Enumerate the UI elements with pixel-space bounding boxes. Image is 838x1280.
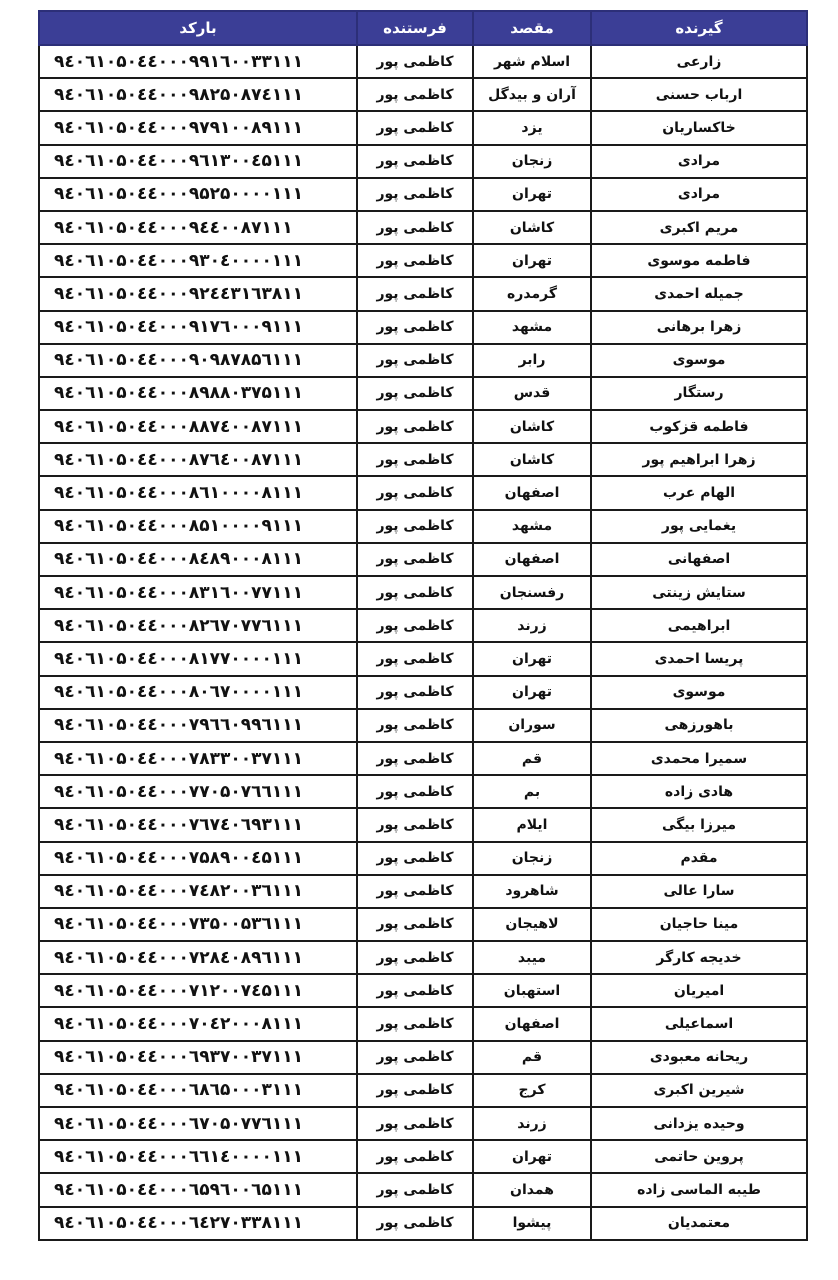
- table-row: [39, 277, 807, 310]
- recipient-cell: اسماعیلی: [591, 1007, 807, 1040]
- sender-cell: کاظمی پور: [357, 908, 473, 941]
- table-row: [39, 476, 807, 509]
- table-row: [39, 244, 807, 277]
- table-row: [39, 410, 807, 443]
- barcode-cell: ۹٤۰٦۱۰۵۰٤٤۰۰۰۷۷۰۵۰۷٦٦۱۱۱: [39, 775, 357, 808]
- sender-cell: کاظمی پور: [357, 1041, 473, 1074]
- table-row: [39, 377, 807, 410]
- recipient-cell: مرادی: [591, 145, 807, 178]
- table-row: [39, 1074, 807, 1107]
- barcode-cell: ۹٤۰٦۱۰۵۰٤٤۰۰۰۸۱۷۷۰۰۰۰۱۱۱: [39, 642, 357, 675]
- destination-cell: قم: [473, 742, 591, 775]
- table-row: [39, 676, 807, 709]
- destination-cell: پیشوا: [473, 1207, 591, 1240]
- barcode-cell: ۹٤۰٦۱۰۵۰٤٤۰۰۰۸۵۱۰۰۰۰۹۱۱۱: [39, 510, 357, 543]
- recipient-cell: فاطمه قزکوب: [591, 410, 807, 443]
- header-destination: مقصد: [473, 11, 591, 45]
- destination-cell: قم: [473, 1041, 591, 1074]
- sender-cell: کاظمی پور: [357, 642, 473, 675]
- table-row: [39, 145, 807, 178]
- barcode-cell: ۹٤۰٦۱۰۵۰٤٤۰۰۰۸٤۸۹۰۰۰۸۱۱۱: [39, 543, 357, 576]
- barcode-cell: ۹٤۰٦۱۰۵۰٤٤۰۰۰۷٦۷٤۰٦۹۳۱۱۱: [39, 808, 357, 841]
- recipient-cell: رستگار: [591, 377, 807, 410]
- barcode-cell: ۹٤۰٦۱۰۵۰٤٤۰۰۰۹۵۲۵۰۰۰۰۱۱۱: [39, 178, 357, 211]
- recipient-cell: میرزا بیگی: [591, 808, 807, 841]
- sender-cell: کاظمی پور: [357, 676, 473, 709]
- sender-cell: کاظمی پور: [357, 1207, 473, 1240]
- barcode-cell: ۹٤۰٦۱۰۵۰٤٤۰۰۰۹۳۰٤۰۰۰۰۱۱۱: [39, 244, 357, 277]
- shipment-table: [38, 10, 808, 1241]
- recipient-cell: ستایش زینتی: [591, 576, 807, 609]
- destination-cell: رفسنجان: [473, 576, 591, 609]
- recipient-cell: سمیرا محمدی: [591, 742, 807, 775]
- sender-cell: کاظمی پور: [357, 775, 473, 808]
- table-row: [39, 775, 807, 808]
- barcode-cell: ۹٤۰٦۱۰۵۰٤٤۰۰۰۸۰٦۷۰۰۰۰۱۱۱: [39, 676, 357, 709]
- barcode-cell: ۹٤۰٦۱۰۵۰٤٤۰۰۰۷۹٦٦۰۹۹٦۱۱۱: [39, 709, 357, 742]
- sender-cell: کاظمی پور: [357, 742, 473, 775]
- sender-cell: کاظمی پور: [357, 377, 473, 410]
- barcode-cell: ۹٤۰٦۱۰۵۰٤٤۰۰۰۷۰٤۲۰۰۰۸۱۱۱: [39, 1007, 357, 1040]
- sender-cell: کاظمی پور: [357, 576, 473, 609]
- sender-cell: کاظمی پور: [357, 111, 473, 144]
- recipient-cell: وحیده یزدانی: [591, 1107, 807, 1140]
- sender-cell: کاظمی پور: [357, 476, 473, 509]
- table-row: [39, 344, 807, 377]
- table-row: [39, 510, 807, 543]
- sender-cell: کاظمی پور: [357, 842, 473, 875]
- barcode-cell: ۹٤۰٦۱۰۵۰٤٤۰۰۰۷۸۳۳۰۰۳۷۱۱۱: [39, 742, 357, 775]
- recipient-cell: ارباب حسنی: [591, 78, 807, 111]
- table-row: [39, 709, 807, 742]
- recipient-cell: پریسا احمدی: [591, 642, 807, 675]
- recipient-cell: اصفهانی: [591, 543, 807, 576]
- table-row: [39, 1107, 807, 1140]
- table-row: [39, 1140, 807, 1173]
- table-row: [39, 1173, 807, 1206]
- table-row: [39, 443, 807, 476]
- destination-cell: شاهرود: [473, 875, 591, 908]
- table-row: [39, 111, 807, 144]
- destination-cell: میبد: [473, 941, 591, 974]
- recipient-cell: موسوی: [591, 676, 807, 709]
- barcode-cell: ۹٤۰٦۱۰۵۰٤٤۰۰۰۸۲٦۷۰۷۷٦۱۱۱: [39, 609, 357, 642]
- barcode-cell: ۹٤۰٦۱۰۵۰٤٤۰۰۰۸٦۱۰۰۰۰۸۱۱۱: [39, 476, 357, 509]
- recipient-cell: فاطمه موسوی: [591, 244, 807, 277]
- sender-cell: کاظمی پور: [357, 1173, 473, 1206]
- recipient-cell: زارعی: [591, 45, 807, 78]
- barcode-cell: ۹٤۰٦۱۰۵۰٤٤۰۰۰۷۲۸٤۰۸۹٦۱۱۱: [39, 941, 357, 974]
- destination-cell: قدس: [473, 377, 591, 410]
- barcode-cell: ۹٤۰٦۱۰۵۰٤٤۰۰۰۷٤۸۲۰۰۳٦۱۱۱: [39, 875, 357, 908]
- table-row: [39, 875, 807, 908]
- destination-cell: ایلام: [473, 808, 591, 841]
- barcode-cell: ۹٤۰٦۱۰۵۰٤٤۰۰۰۹۹۱٦۰۰۳۳۱۱۱: [39, 45, 357, 78]
- recipient-cell: مقدم: [591, 842, 807, 875]
- header-sender: فرستنده: [357, 11, 473, 45]
- table-row: [39, 642, 807, 675]
- barcode-cell: ۹٤۰٦۱۰۵۰٤٤۰۰۰۹۸۲۵۰۸۷٤۱۱۱: [39, 78, 357, 111]
- sender-cell: کاظمی پور: [357, 45, 473, 78]
- barcode-cell: ۹٤۰٦۱۰۵۰٤٤۰۰۰۹٤٤۰۰۸۷۱۱۱: [39, 211, 357, 244]
- destination-cell: همدان: [473, 1173, 591, 1206]
- sender-cell: کاظمی پور: [357, 1074, 473, 1107]
- header-recipient: گیرنده: [591, 11, 807, 45]
- recipient-cell: طیبه الماسی زاده: [591, 1173, 807, 1206]
- barcode-cell: ۹٤۰٦۱۰۵۰٤٤۰۰۰۹۰۹۸۷۸۵٦۱۱۱: [39, 344, 357, 377]
- recipient-cell: خدیجه کارگر: [591, 941, 807, 974]
- recipient-cell: پروین حاتمی: [591, 1140, 807, 1173]
- recipient-cell: شیرین اکبری: [591, 1074, 807, 1107]
- destination-cell: تهران: [473, 1140, 591, 1173]
- table-row: [39, 941, 807, 974]
- barcode-cell: ۹٤۰٦۱۰۵۰٤٤۰۰۰٦۹۳۷۰۰۳۷۱۱۱: [39, 1041, 357, 1074]
- destination-cell: اصفهان: [473, 543, 591, 576]
- sender-cell: کاظمی پور: [357, 974, 473, 1007]
- destination-cell: یزد: [473, 111, 591, 144]
- table-row: [39, 842, 807, 875]
- recipient-cell: زهرا برهانی: [591, 311, 807, 344]
- table-row: [39, 576, 807, 609]
- sender-cell: کاظمی پور: [357, 875, 473, 908]
- sender-cell: کاظمی پور: [357, 709, 473, 742]
- sender-cell: کاظمی پور: [357, 277, 473, 310]
- recipient-cell: جمیله احمدی: [591, 277, 807, 310]
- recipient-cell: ریحانه معبودی: [591, 1041, 807, 1074]
- destination-cell: زرند: [473, 1107, 591, 1140]
- table-row: [39, 78, 807, 111]
- sender-cell: کاظمی پور: [357, 1107, 473, 1140]
- destination-cell: زنجان: [473, 842, 591, 875]
- sender-cell: کاظمی پور: [357, 808, 473, 841]
- table-row: [39, 1207, 807, 1240]
- destination-cell: کرج: [473, 1074, 591, 1107]
- table-row: [39, 178, 807, 211]
- recipient-cell: موسوی: [591, 344, 807, 377]
- barcode-cell: ۹٤۰٦۱۰۵۰٤٤۰۰۰٦۷۰۵۰۷۷٦۱۱۱: [39, 1107, 357, 1140]
- destination-cell: کاشان: [473, 211, 591, 244]
- table-row: [39, 908, 807, 941]
- sender-cell: کاظمی پور: [357, 941, 473, 974]
- destination-cell: مشهد: [473, 510, 591, 543]
- destination-cell: استهبان: [473, 974, 591, 1007]
- sender-cell: کاظمی پور: [357, 344, 473, 377]
- sender-cell: کاظمی پور: [357, 443, 473, 476]
- recipient-cell: یغمایی پور: [591, 510, 807, 543]
- table-header-row: [39, 11, 807, 45]
- destination-cell: گرمدره: [473, 277, 591, 310]
- sender-cell: کاظمی پور: [357, 78, 473, 111]
- barcode-cell: ۹٤۰٦۱۰۵۰٤٤۰۰۰۸۳۱٦۰۰۷۷۱۱۱: [39, 576, 357, 609]
- destination-cell: لاهیجان: [473, 908, 591, 941]
- destination-cell: تهران: [473, 676, 591, 709]
- table-row: [39, 1041, 807, 1074]
- barcode-cell: ۹٤۰٦۱۰۵۰٤٤۰۰۰۹۱۷٦۰۰۰۹۱۱۱: [39, 311, 357, 344]
- recipient-cell: الهام عرب: [591, 476, 807, 509]
- header-barcode: بارکد: [39, 11, 357, 45]
- destination-cell: اسلام شهر: [473, 45, 591, 78]
- recipient-cell: خاکساریان: [591, 111, 807, 144]
- destination-cell: کاشان: [473, 443, 591, 476]
- barcode-cell: ۹٤۰٦۱۰۵۰٤٤۰۰۰۷۱۲۰۰۷٤۵۱۱۱: [39, 974, 357, 1007]
- shipment-sheet: [38, 10, 806, 1241]
- barcode-cell: ۹٤۰٦۱۰۵۰٤٤۰۰۰۹۷۹۱۰۰۸۹۱۱۱: [39, 111, 357, 144]
- sender-cell: کاظمی پور: [357, 178, 473, 211]
- table-row: [39, 45, 807, 78]
- destination-cell: زنجان: [473, 145, 591, 178]
- barcode-cell: ۹٤۰٦۱۰۵۰٤٤۰۰۰۸۸۷٤۰۰۸۷۱۱۱: [39, 410, 357, 443]
- barcode-cell: ۹٤۰٦۱۰۵۰٤٤۰۰۰۹٦۱۳۰۰٤۵۱۱۱: [39, 145, 357, 178]
- table-row: [39, 1007, 807, 1040]
- barcode-cell: ۹٤۰٦۱۰۵۰٤٤۰۰۰٦۸٦۵۰۰۰۳۱۱۱: [39, 1074, 357, 1107]
- table-row: [39, 543, 807, 576]
- sender-cell: کاظمی پور: [357, 244, 473, 277]
- sender-cell: کاظمی پور: [357, 410, 473, 443]
- barcode-cell: ۹٤۰٦۱۰۵۰٤٤۰۰۰٦۵۹٦۰۰٦۵۱۱۱: [39, 1173, 357, 1206]
- destination-cell: تهران: [473, 178, 591, 211]
- sender-cell: کاظمی پور: [357, 543, 473, 576]
- sender-cell: کاظمی پور: [357, 510, 473, 543]
- barcode-cell: ۹٤۰٦۱۰۵۰٤٤۰۰۰۸۷٦٤۰۰۸۷۱۱۱: [39, 443, 357, 476]
- sender-cell: کاظمی پور: [357, 1140, 473, 1173]
- recipient-cell: سارا عالی: [591, 875, 807, 908]
- recipient-cell: مرادی: [591, 178, 807, 211]
- barcode-cell: ۹٤۰٦۱۰۵۰٤٤۰۰۰٦٤۲۷۰۳۳۸۱۱۱: [39, 1207, 357, 1240]
- recipient-cell: امیریان: [591, 974, 807, 1007]
- recipient-cell: مینا حاجیان: [591, 908, 807, 941]
- recipient-cell: معتمدیان: [591, 1207, 807, 1240]
- table-row: [39, 808, 807, 841]
- sender-cell: کاظمی پور: [357, 145, 473, 178]
- recipient-cell: مریم اکبری: [591, 211, 807, 244]
- sender-cell: کاظمی پور: [357, 609, 473, 642]
- destination-cell: تهران: [473, 244, 591, 277]
- destination-cell: بم: [473, 775, 591, 808]
- barcode-cell: ۹٤۰٦۱۰۵۰٤٤۰۰۰۹۲٤٤۳۱٦۳۸۱۱: [39, 277, 357, 310]
- sender-cell: کاظمی پور: [357, 211, 473, 244]
- table-row: [39, 742, 807, 775]
- barcode-cell: ۹٤۰٦۱۰۵۰٤٤۰۰۰۷۵۸۹۰۰٤۵۱۱۱: [39, 842, 357, 875]
- barcode-cell: ۹٤۰٦۱۰۵۰٤٤۰۰۰۷۳۵۰۰۵۳٦۱۱۱: [39, 908, 357, 941]
- destination-cell: تهران: [473, 642, 591, 675]
- table-row: [39, 311, 807, 344]
- destination-cell: زرند: [473, 609, 591, 642]
- table-row: [39, 974, 807, 1007]
- table-row: [39, 211, 807, 244]
- recipient-cell: ابراهیمی: [591, 609, 807, 642]
- recipient-cell: زهرا ابراهیم پور: [591, 443, 807, 476]
- recipient-cell: هادی زاده: [591, 775, 807, 808]
- destination-cell: آران و بیدگل: [473, 78, 591, 111]
- recipient-cell: باهورزهی: [591, 709, 807, 742]
- barcode-cell: ۹٤۰٦۱۰۵۰٤٤۰۰۰٦٦۱٤۰۰۰۰۱۱۱: [39, 1140, 357, 1173]
- destination-cell: مشهد: [473, 311, 591, 344]
- destination-cell: اصفهان: [473, 476, 591, 509]
- sender-cell: کاظمی پور: [357, 1007, 473, 1040]
- sender-cell: کاظمی پور: [357, 311, 473, 344]
- destination-cell: سوران: [473, 709, 591, 742]
- destination-cell: کاشان: [473, 410, 591, 443]
- table-body: [39, 45, 807, 1240]
- destination-cell: اصفهان: [473, 1007, 591, 1040]
- barcode-cell: ۹٤۰٦۱۰۵۰٤٤۰۰۰۸۹۸۸۰۳۷۵۱۱۱: [39, 377, 357, 410]
- table-row: [39, 609, 807, 642]
- destination-cell: رابر: [473, 344, 591, 377]
